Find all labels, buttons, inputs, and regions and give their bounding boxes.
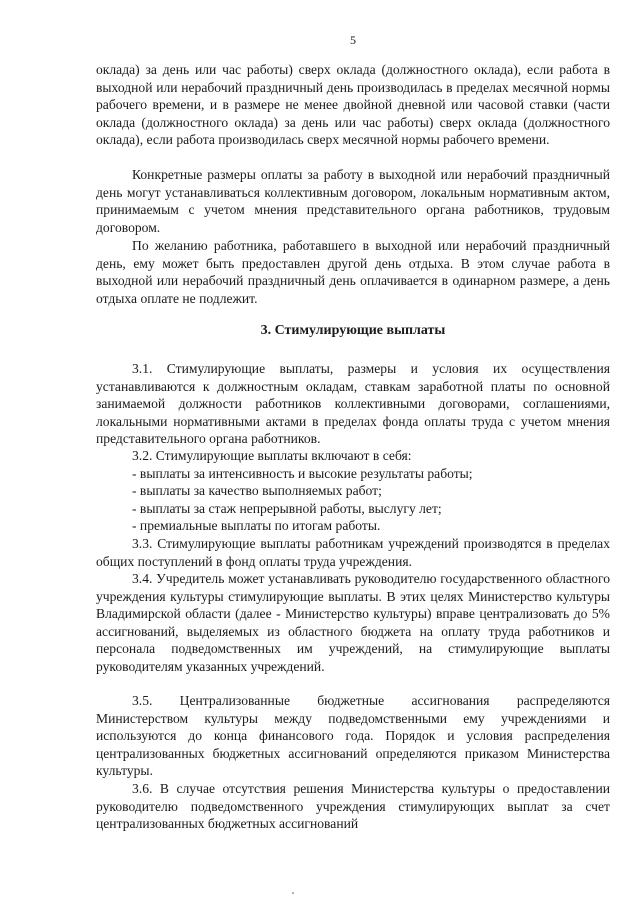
paragraph-3-3: 3.3. Стимулирующие выплаты работникам учреждений производятся в пределах общих поступлений в фонд оплаты труда учреждения. bbox=[96, 536, 610, 569]
paragraph-3-5: 3.5. Централизованные бюджетные ассигнования распределяются Министерством культуры между подведомственными ему учреждениями и используются до конца финансового года. Порядок и условия распределения централизованных бюджетных ассигнований определяются приказом Министерства культуры. bbox=[96, 693, 610, 779]
paragraph-specific-amounts: Конкретные размеры оплаты за работу в выходной или нерабочий праздничный день могут устанавливаться коллективным договором, локальным нормативным актом, принимаемым с учетом мнения представительного органа работников, трудовым договором. bbox=[96, 167, 610, 235]
paragraph-3-2: 3.2. Стимулирующие выплаты включают в себя: bbox=[132, 448, 412, 463]
scan-artifact bbox=[292, 892, 294, 894]
list-item-quality: - выплаты за качество выполняемых работ; bbox=[132, 483, 382, 498]
list-item-seniority: - выплаты за стаж непрерывной работы, выслугу лет; bbox=[132, 501, 442, 516]
paragraph-3-1: 3.1. Стимулирующие выплаты, размеры и условия их осуществления устанавливаются к должностным окладам, ставкам заработной платы по основной занимаемой должности работников коллективными договорами, соглашениями, локальными нормативными актами в пределах фонда оплаты труда с учетом мнения представительного органа работников. bbox=[96, 361, 610, 447]
list-item-intensity: - выплаты за интенсивность и высокие результаты работы; bbox=[132, 466, 473, 481]
paragraph-3-6: 3.6. В случае отсутствия решения Министерства культуры о предоставлении руководителю подведомственного учреждения стимулирующих выплат за счет централизованных бюджетных ассигнований bbox=[96, 781, 610, 832]
list-item-bonus: - премиальные выплаты по итогам работы. bbox=[132, 518, 381, 533]
paragraph-day-off: По желанию работника, работавшего в выходной или нерабочий праздничный день, ему может быть предоставлен другой день отдыха. В этом случае работа в выходной или нерабочий праздничный день оплачивается в одинарном размере, а день отдыха оплате не подлежит. bbox=[96, 238, 610, 306]
section-heading: 3. Стимулирующие выплаты bbox=[260, 323, 446, 338]
paragraph-continuation: оклада) за день или час работы) сверх оклада (должностного оклада), если работа в выходной или нерабочий праздничный день производилась в пределах месячной нормы рабочего времени, и в размере не менее двойной дневной или часовой ставки (части оклада (должностного оклада) за день или час работы) сверх оклада (должностного оклада), если работа производилась сверх месячной нормы рабочего времени. bbox=[96, 62, 610, 148]
page-number: 5 bbox=[350, 33, 356, 47]
paragraph-3-4: 3.4. Учредитель может устанавливать руководителю государственного областного учреждения культуры стимулирующие выплаты. В этих целях Министерство культуры Владимирской области (далее - Министерство культуры) вправе централизовать до 5% ассигнований, выделяемых из областного бюджета на оплату труда работников и персонала подведомственных им учреждений, на стимулирующие выплаты руководителям указанных учреждений. bbox=[96, 571, 610, 674]
